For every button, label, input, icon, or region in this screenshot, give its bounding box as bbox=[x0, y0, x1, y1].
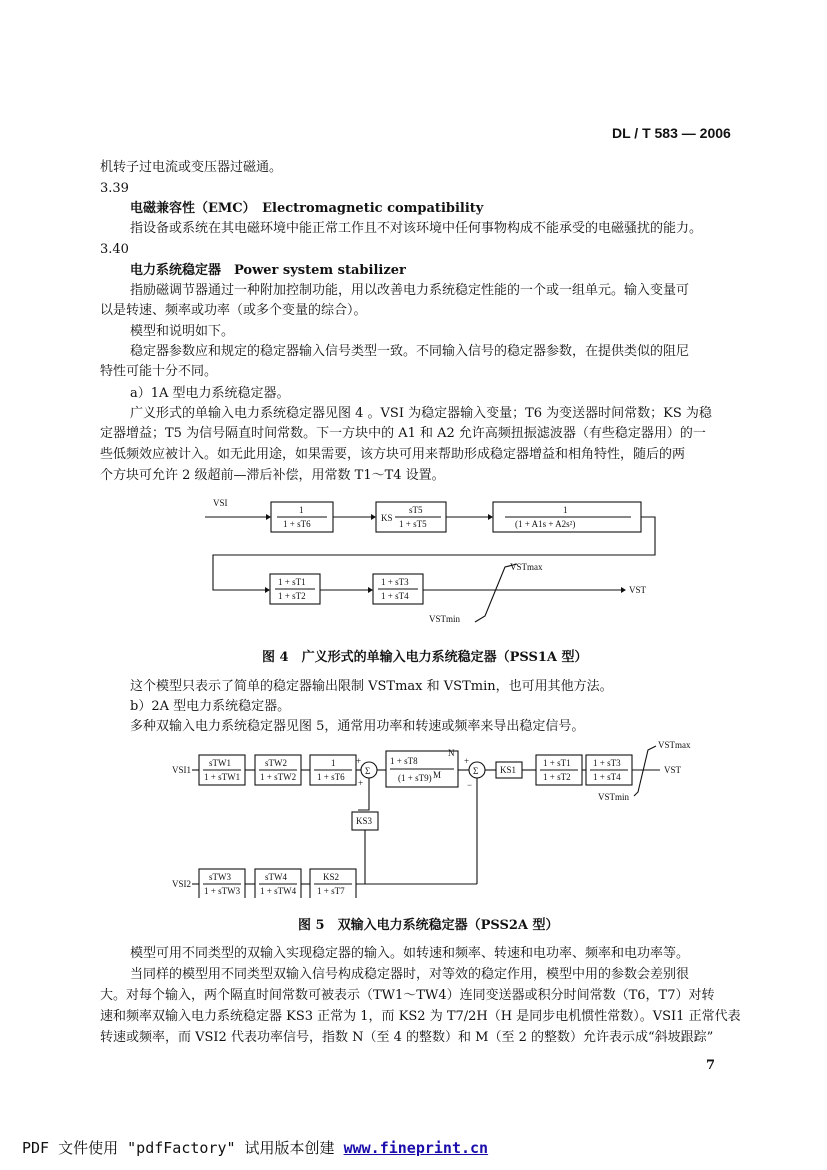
svg-text:sTW4: sTW4 bbox=[265, 872, 287, 882]
pdf-footer bbox=[22, 1137, 488, 1158]
svg-text:1: 1 bbox=[331, 758, 336, 768]
block-numerator: sT5 bbox=[409, 505, 423, 515]
limit-min-label: VSTmin bbox=[429, 614, 461, 624]
input-1-label: VSI1 bbox=[172, 765, 192, 775]
term-heading: 电力系统稳定器 Power system stabilizer bbox=[130, 263, 406, 278]
input-label: VSI bbox=[213, 498, 228, 508]
paragraph: 大。对每个输入，两个隔直时间常数可被表示（TW1～TW4）连同变送器或积分时间常数（T6，T7）对转 bbox=[100, 988, 715, 1003]
paragraph: 这个模型只表示了简单的稳定器输出限制 VSTmax 和 VSTmin，也可用其他方法。 bbox=[130, 679, 613, 694]
svg-text:1 + sT1: 1 + sT1 bbox=[543, 758, 571, 768]
paragraph: 速和频率双输入电力系统稳定器 KS3 正常为 1，而 KS2 为 T7/2H（H 是同步电机惯性常数）。VSI1 正常代表 bbox=[100, 1009, 741, 1024]
svg-text:−: − bbox=[467, 780, 473, 790]
paragraph: 些低频效应被计入。如无此用途，如果需要，该方块可用来帮助形成稳定器增益和相角特性，随后的两 bbox=[100, 447, 686, 462]
svg-text:KS3: KS3 bbox=[356, 816, 373, 826]
svg-text:1 + sTW3: 1 + sTW3 bbox=[204, 886, 241, 896]
svg-text:N: N bbox=[448, 748, 455, 758]
list-item: a）1A 型电力系统稳定器。 bbox=[130, 386, 290, 401]
svg-text:+: + bbox=[464, 756, 470, 766]
section-number: 3.39 bbox=[100, 181, 129, 196]
section-number: 3.40 bbox=[100, 242, 129, 257]
term-heading: 电磁兼容性（EMC） Electromagnetic compatibility bbox=[130, 201, 484, 216]
paragraph: 个方块可允许 2 级超前—滞后补偿，用常数 T1～T4 设置。 bbox=[100, 468, 445, 483]
svg-text:sTW1: sTW1 bbox=[209, 758, 231, 768]
figure-5-block-diagram bbox=[168, 738, 708, 898]
footer-text: PDF 文件使用 "pdfFactory" 试用版本创建 bbox=[22, 1139, 344, 1157]
svg-text:1 + sT3: 1 + sT3 bbox=[593, 758, 621, 768]
paragraph: 机转子过电流或变压器过磁通。 bbox=[100, 160, 283, 175]
svg-text:Σ: Σ bbox=[365, 766, 371, 776]
svg-text:(1 + sT9): (1 + sT9) bbox=[398, 773, 432, 783]
svg-text:1 + sT4: 1 + sT4 bbox=[593, 772, 621, 782]
paragraph: 稳定器参数应和规定的稳定器输入信号类型一致。不同输入信号的稳定器参数，在提供类似的阻尼 bbox=[130, 344, 690, 359]
svg-text:1 + sT6: 1 + sT6 bbox=[317, 772, 345, 782]
block-denominator: 1 + sT6 bbox=[283, 519, 311, 529]
term-definition: 指励磁调节器通过一种附加控制功能，用以改善电力系统稳定性能的一个或一组单元。输入变量可 bbox=[130, 283, 690, 298]
input-2-label: VSI2 bbox=[172, 879, 192, 889]
limit-max-label: VSTmax bbox=[658, 740, 691, 750]
svg-text:+: + bbox=[356, 756, 362, 766]
limit-min-label: VSTmin bbox=[598, 792, 630, 802]
svg-text:1 + sT7: 1 + sT7 bbox=[317, 886, 345, 896]
page-number: 7 bbox=[706, 1058, 716, 1073]
list-item: b）2A 型电力系统稳定器。 bbox=[130, 699, 291, 714]
svg-text:1 + sTW1: 1 + sTW1 bbox=[204, 772, 241, 782]
paragraph: 广义形式的单输入电力系统稳定器见图 4 。VSI 为稳定器输入变量；T6 为变送器时间常数；KS 为稳 bbox=[130, 406, 712, 421]
limiter-curve bbox=[475, 564, 517, 622]
block-denominator: 1 + sT2 bbox=[278, 591, 306, 601]
gain-label: KS bbox=[381, 513, 393, 523]
figure-5-caption: 图 5 双输入电力系统稳定器（PSS2A 型） bbox=[298, 918, 559, 933]
block-denominator: 1 + sT5 bbox=[399, 519, 427, 529]
block-numerator: 1 bbox=[563, 505, 568, 515]
paragraph: 定器增益；T5 为信号隔直时间常数。下一方块中的 A1 和 A2 允许高频扭振滤波器（有些稳定器用）的一 bbox=[100, 426, 706, 441]
svg-text:1 + sTW2: 1 + sTW2 bbox=[260, 772, 297, 782]
svg-text:KS1: KS1 bbox=[500, 765, 517, 775]
paragraph: 模型可用不同类型的双输入实现稳定器的输入。如转速和频率、转速和电功率、频率和电功率等。 bbox=[130, 946, 690, 961]
svg-text:KS2: KS2 bbox=[323, 872, 340, 882]
limit-max-label: VSTmax bbox=[510, 562, 543, 572]
block-denominator: 1 + sT4 bbox=[381, 591, 409, 601]
arrow bbox=[266, 514, 271, 520]
limiter-curve bbox=[634, 746, 656, 796]
svg-text:+: + bbox=[358, 778, 364, 788]
svg-text:M: M bbox=[433, 770, 442, 780]
paragraph: 多种双输入电力系统稳定器见图 5，通常用功率和转速或频率来导出稳定信号。 bbox=[130, 719, 585, 734]
paragraph: 特性可能十分不同。 bbox=[100, 364, 218, 379]
paragraph: 模型和说明如下。 bbox=[130, 324, 235, 339]
paragraph: 转速或频率，而 VSI2 代表功率信号，指数 N（至 4 的整数）和 M（至 2 的整数）允许表示成“斜坡跟踪” bbox=[100, 1030, 714, 1045]
block-numerator: 1 + sT1 bbox=[278, 577, 306, 587]
svg-text:1 + sT8: 1 + sT8 bbox=[390, 756, 418, 766]
figure-4-block-diagram bbox=[205, 494, 665, 624]
figure-4-caption: 图 4 广义形式的单输入电力系统稳定器（PSS1A 型） bbox=[262, 650, 588, 665]
block-denominator: (1 + A1s + A2s²) bbox=[515, 519, 576, 529]
block-numerator: 1 + sT3 bbox=[381, 577, 409, 587]
term-definition: 指设备或系统在其电磁环境中能正常工作且不对该环境中任何事物构成不能承受的电磁骚扰的能力。 bbox=[130, 221, 703, 236]
block-numerator: 1 bbox=[299, 505, 304, 515]
footer-link[interactable]: www.fineprint.cn bbox=[343, 1139, 489, 1157]
svg-text:1 + sTW4: 1 + sTW4 bbox=[260, 886, 297, 896]
svg-text:1 + sT2: 1 + sT2 bbox=[543, 772, 571, 782]
term-definition: 以是转速、频率或功率（或多个变量的综合）。 bbox=[100, 303, 367, 318]
paragraph: 当同样的模型用不同类型双输入信号构成稳定器时，对等效的稳定作用，模型中用的参数会差别很 bbox=[130, 967, 690, 982]
output-label: VST bbox=[629, 585, 647, 595]
document-code: DL / T 583 — 2006 bbox=[612, 125, 731, 141]
svg-text:sTW3: sTW3 bbox=[209, 872, 231, 882]
output-label: VST bbox=[664, 765, 682, 775]
svg-text:sTW2: sTW2 bbox=[265, 758, 287, 768]
svg-text:Σ: Σ bbox=[473, 766, 479, 776]
